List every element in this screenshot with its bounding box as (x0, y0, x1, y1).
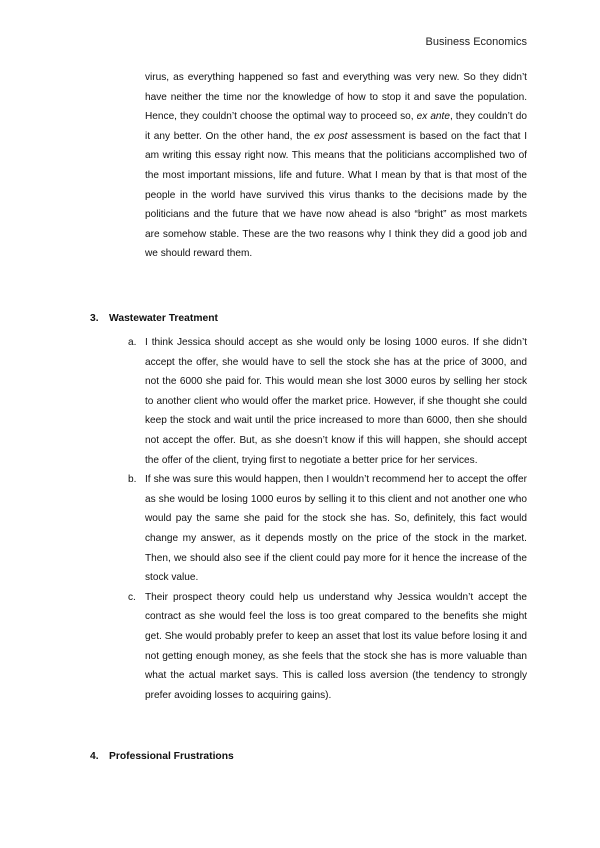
section-heading-3 (90, 313, 218, 324)
list-marker: c. (128, 591, 136, 603)
list-item (128, 588, 527, 706)
list-marker: a. (128, 337, 137, 348)
paragraph-text: assessment is based on the fact that I am writing this essay right now. This means that the politicians accomplished two of the most important missions, life and future. What I mean by that is that most of the people in the world have survived this virus thanks to the decisions made by the politicians and the future that we have now ahead is also “bright” as most markets are somehow stable. These are the two reasons why I think they did a good job and we should reward them. (145, 130, 528, 260)
italic-term: ex ante (416, 111, 450, 123)
answer-list (128, 333, 527, 705)
paragraph-text: virus, as everything happened so fast and everything was very new. So they didn’t have neither the time nor the knowledge of how to stop it and save the population. Hence, they couldn’t choose the optimal way to proceed so, (145, 72, 527, 123)
list-item (128, 333, 527, 470)
section-heading-4 (90, 751, 234, 762)
section-title: Professional Frustrations (109, 751, 234, 762)
list-item-text: If she was sure this would happen, then I wouldn’t recommend her to accept the offer as she would be losing 1000 euros by selling it to this client and not another one who would pay the same she paid for the stock she has. So, definitely, this fact would change my answer, as it depends mostly on the price of the stock in the market. Then, we should also see if the client could pay more for it hence the increase of the stock value. (145, 474, 527, 584)
section-number: 3. (90, 313, 99, 324)
italic-term: ex post (313, 130, 348, 142)
list-item-text: Their prospect theory could help us understand why Jessica wouldn’t accept the contract as she would feel the loss is too great compared to the benefits she might get. She would probably prefer to keep an asset that lost its value before losing it and not getting enough money, as she feels that the stock she has is more valuable than what the actual market says. This is called loss aversion (the tendency to strongly prefer avoiding losses to acquiring gains). (145, 591, 527, 701)
running-header: Business Economics (425, 36, 527, 48)
section-number: 4. (90, 751, 99, 762)
continuation-paragraph (145, 68, 527, 264)
list-marker: b. (128, 474, 137, 486)
list-item (128, 470, 527, 588)
list-item-text: I think Jessica should accept as she would only be losing 1000 euros. If she didn’t accept the offer, she would have to sell the stock she has at the price of 3000, and not the 6000 she paid for. This would mean she lost 3000 euros by selling her stock to another client who would offer the market price. However, if she thought she could keep the stock and wait until the price increased to more than 6000, then she should not accept the offer. But, as she doesn’t know if this will happen, she should accept the offer of the client, trying first to negotiate a better price for her services. (145, 337, 527, 466)
paragraph-text: , they couldn’t do it any better. On the other hand, the (145, 111, 527, 142)
section-title: Wastewater Treatment (109, 313, 218, 324)
